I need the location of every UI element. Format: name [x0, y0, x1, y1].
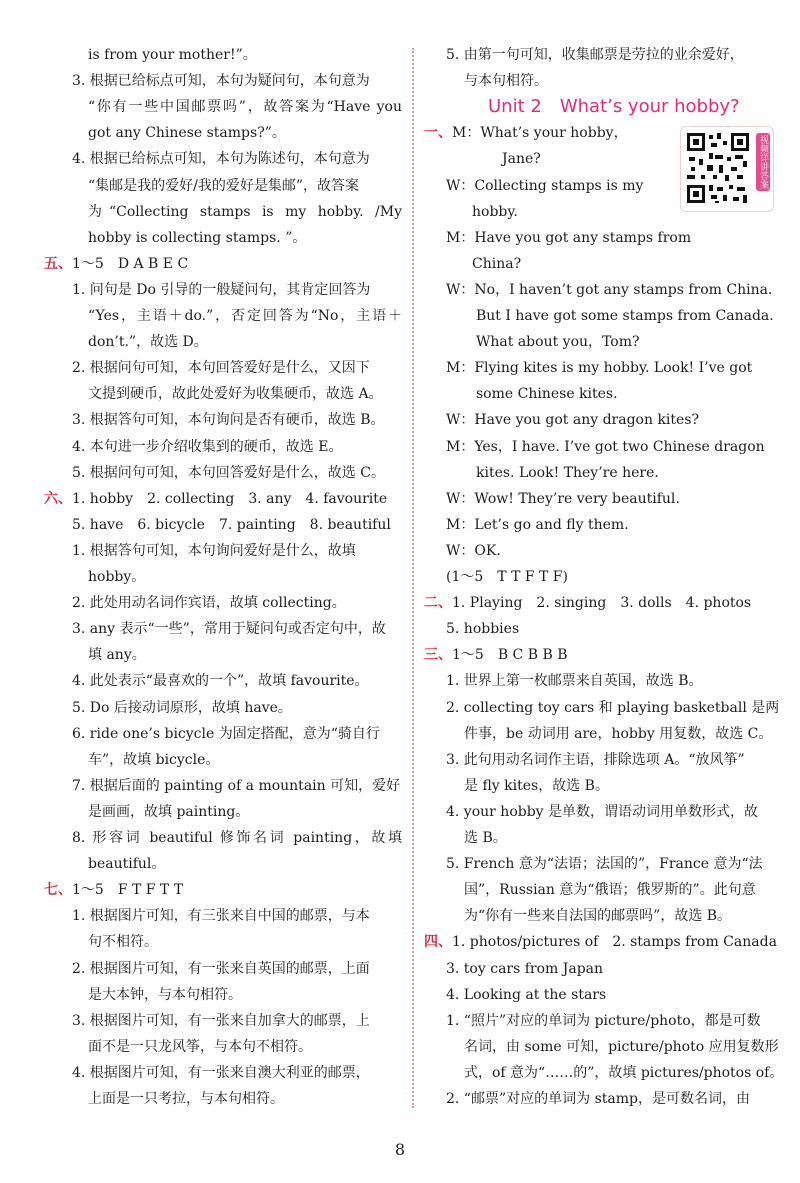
line-text: 4. Looking at the stars	[446, 986, 607, 1003]
text-line	[472, 251, 780, 277]
text-line	[446, 695, 780, 721]
line-text: 2. collecting toy cars 和 playing basketball 是两	[446, 699, 780, 716]
text-line	[446, 851, 780, 877]
text-line	[72, 1008, 402, 1034]
text-line	[464, 825, 780, 851]
line-text: don’t.”，故选 D。	[88, 334, 208, 351]
text-line	[446, 747, 780, 773]
line-text: (1～5 T T F T F)	[446, 569, 568, 585]
line-text: 4. 本句进一步介绍收集到的硬币，故选 E。	[72, 438, 343, 455]
text-line	[446, 434, 780, 460]
line-text: W：No，I haven’t got any stamps from China.	[446, 281, 773, 298]
text-line	[424, 929, 780, 955]
line-text: 4. 此处表示“最喜欢的一个”，故填 favourite。	[72, 673, 369, 690]
line-text: 3. any 表示“一些”，常用于疑问句或否定句中，故	[72, 621, 386, 638]
line-text: 名词，由 some 可知，picture/photo 应用复数形	[464, 1038, 779, 1055]
text-line	[72, 434, 402, 460]
text-line	[72, 668, 402, 694]
line-text: 3. toy cars from Japan	[446, 960, 604, 977]
text-line	[88, 564, 402, 590]
text-line	[72, 146, 402, 172]
section-number: 六、	[44, 490, 72, 507]
line-text: 1. 问句是 Do 引导的一般疑问句，其肯定回答为	[72, 281, 371, 298]
line-text: 5. have 6. bicycle 7. painting 8. beautiful	[72, 516, 391, 533]
text-line	[446, 355, 780, 381]
line-text: 2. 此处用动名词作宾语，故填 collecting。	[72, 595, 346, 612]
line-text: 3. 根据图片可知，有一张来自加拿大的邮票，上	[72, 1012, 370, 1029]
text-line	[72, 1060, 402, 1086]
text-line	[464, 68, 780, 94]
text-line	[88, 747, 402, 773]
line-text: M：Flying kites is my hobby. Look! I’ve got	[446, 360, 753, 377]
text-line	[446, 512, 780, 538]
line-text: 为“你有一些来自法国的邮票吗”，故选 B。	[464, 908, 732, 925]
text-line	[446, 799, 780, 825]
line-text: China?	[472, 255, 522, 272]
line-text: 1. hobby 2. collecting 3. any 4. favourite	[72, 490, 388, 507]
text-line	[72, 903, 402, 929]
text-line	[44, 877, 402, 903]
line-text: 文提到硬币，故此处爱好为收集硬币，故选 A。	[88, 386, 383, 403]
line-text: 2. “邮票”对应的单词为 stamp，是可数名词，由	[446, 1091, 750, 1107]
line-text: 5. 根据问句可知，本句回答爱好是什么，故选 C。	[72, 464, 385, 481]
text-line	[476, 303, 780, 329]
line-text: kites. Look! They’re here.	[476, 464, 659, 481]
line-text: 与本句相符。	[464, 73, 548, 90]
text-line	[464, 1060, 784, 1086]
text-line	[446, 616, 780, 642]
line-text: M：Yes，I have. I’ve got two Chinese dragon	[446, 438, 765, 455]
text-line	[446, 982, 780, 1008]
text-line	[72, 68, 402, 94]
text-line	[88, 851, 402, 877]
text-line	[72, 277, 402, 303]
text-line	[72, 355, 402, 381]
line-text: “你有一些中国邮票吗”，故答案为“Have you	[88, 99, 402, 116]
text-line	[72, 407, 402, 433]
line-text: 1. 根据图片可知，有三张来自中国的邮票，与本	[72, 908, 370, 925]
line-text: 4. 根据已给标点可知，本句为陈述句，本句意为	[72, 151, 370, 168]
line-text: 5. 由第一句可知，收集邮票是劳拉的业余爱好，	[446, 47, 744, 63]
line-text: 选 B。	[464, 830, 507, 846]
text-line	[88, 929, 402, 955]
text-line	[88, 94, 402, 120]
text-line	[488, 94, 780, 120]
text-line	[88, 173, 402, 199]
text-line	[88, 42, 402, 68]
text-line	[88, 381, 402, 407]
text-line	[446, 538, 780, 564]
text-line	[88, 799, 402, 825]
line-text: 7. 根据后面的 painting of a mountain 可知，爱好	[72, 777, 401, 794]
line-text: W：OK.	[446, 542, 501, 559]
text-line	[88, 982, 402, 1008]
line-text: hobby is collecting stamps. ”。	[88, 229, 307, 246]
text-line	[446, 1086, 780, 1112]
text-line	[446, 486, 780, 512]
line-text: W：Have you got any dragon kites?	[446, 412, 700, 429]
section-number: 一、	[424, 125, 452, 142]
line-text: 上面是一只考拉，与本句相符。	[88, 1091, 284, 1107]
line-text: 1. “照片”对应的单词为 picture/photo，都是可数	[446, 1012, 761, 1029]
line-text: But I have got some stamps from Canada.	[476, 308, 774, 324]
line-text: W：Wow! They’re very beautiful.	[446, 490, 680, 507]
text-line	[72, 825, 402, 851]
text-line	[464, 1034, 780, 1060]
line-text: W：Collecting stamps is my	[446, 177, 644, 194]
section-number: 三、	[424, 647, 452, 664]
line-text: 4. 根据图片可知，有一张来自澳大利亚的邮票，	[72, 1064, 370, 1081]
text-line	[72, 695, 402, 721]
text-line	[446, 407, 780, 433]
section-number: 四、	[424, 934, 452, 951]
line-text: 2. 根据问句可知，本句回答爱好是什么，又因下	[72, 360, 370, 377]
text-line	[88, 329, 402, 355]
line-text: 车”，故填 bicycle。	[88, 751, 220, 768]
line-text: “集邮是我的爱好/我的爱好是集邮”，故答案	[88, 177, 360, 194]
section-number: 五、	[44, 255, 72, 272]
line-text: 件事，be 动词用 are，hobby 用复数，故选 C。	[464, 725, 773, 742]
line-text: 1. Playing 2. singing 3. dolls 4. photos	[452, 595, 752, 612]
line-text: 8. 形容词 beautiful 修饰名词 painting，故填	[72, 830, 402, 846]
qr-label: 视频详讲答案	[758, 135, 768, 189]
text-line	[446, 42, 780, 68]
line-text: hobby.	[472, 203, 518, 220]
text-line	[88, 120, 402, 146]
text-line	[72, 616, 402, 642]
line-text: What about you，Tom?	[476, 334, 640, 351]
line-text: 填 any。	[88, 647, 146, 664]
column-divider	[412, 48, 414, 1108]
line-text: got any Chinese stamps?”。	[88, 125, 286, 142]
line-text: 5. Do 后接动词原形，故填 have。	[72, 699, 292, 716]
text-line	[446, 1008, 780, 1034]
section-number: 二、	[424, 595, 452, 612]
text-line	[446, 668, 780, 694]
text-line	[476, 381, 780, 407]
text-line	[44, 486, 402, 512]
text-line	[88, 642, 402, 668]
line-text: is from your mother!”。	[88, 47, 257, 63]
text-line	[72, 512, 402, 538]
line-text: “Yes，主语＋do.”，否定回答为“No，主语＋	[88, 308, 402, 324]
line-text: 国”，Russian 意为“俄语；俄罗斯的”。此句意	[464, 882, 756, 899]
unit-title: Unit 2 What’s your hobby?	[488, 96, 740, 118]
line-text: 是画画，故填 painting。	[88, 803, 250, 820]
line-text: 1～5 D A B E C	[72, 255, 189, 272]
text-line	[446, 956, 780, 982]
line-text: 5. French 意为“法语；法国的”，France 意为“法	[446, 856, 763, 873]
text-line	[72, 721, 402, 747]
text-line	[88, 1086, 402, 1112]
qr-code-badge[interactable]	[680, 126, 774, 212]
text-line	[464, 773, 780, 799]
text-line	[476, 460, 780, 486]
line-text: hobby。	[88, 569, 146, 585]
line-text: beautiful。	[88, 856, 166, 873]
section-number: 七、	[44, 882, 72, 899]
line-text: 3. 此句用动名词作主语，排除选项 A。“放风筝”	[446, 751, 745, 768]
text-line	[476, 329, 780, 355]
text-line	[88, 199, 402, 225]
text-line	[44, 251, 402, 277]
line-text: 是 fly kites，故选 B。	[464, 777, 609, 794]
text-line	[72, 773, 402, 799]
text-line	[72, 460, 402, 486]
line-text: M：Have you got any stamps from	[446, 229, 692, 246]
line-text: 3. 根据答句可知，本句询问是否有硬币，故选 B。	[72, 412, 385, 429]
line-text: some Chinese kites.	[476, 386, 618, 403]
text-line	[88, 1034, 402, 1060]
line-text: 1～5 F T F T T	[72, 882, 184, 899]
text-line	[424, 590, 780, 616]
line-text: 3. 根据已给标点可知，本句为疑问句，本句意为	[72, 73, 370, 90]
text-line	[446, 277, 780, 303]
page-number: 8	[394, 1140, 406, 1159]
text-line	[446, 564, 780, 590]
line-text: 1～5 B C B B B	[452, 647, 568, 664]
text-line	[464, 903, 780, 929]
line-text: 1. photos/pictures of 2. stamps from Canada	[452, 934, 777, 951]
text-line	[446, 225, 780, 251]
line-text: M：What’s your hobby，	[452, 125, 628, 142]
text-line	[72, 538, 402, 564]
line-text: 是大本钟，与本句相符。	[88, 986, 242, 1003]
line-text: 4. your hobby 是单数，谓语动词用单数形式，故	[446, 803, 759, 820]
text-line	[88, 303, 402, 329]
qr-code-icon	[685, 131, 751, 205]
text-line	[72, 956, 402, 982]
line-text: 式，of 意为“……的”，故填 pictures/photos of。	[464, 1064, 784, 1081]
line-text: 为“Collecting stamps is my hobby. /My	[88, 203, 402, 220]
text-line	[424, 642, 780, 668]
line-text: 6. ride one’s bicycle 为固定搭配，意为“骑自行	[72, 725, 380, 742]
text-line	[72, 590, 402, 616]
text-line	[464, 877, 780, 903]
line-text: M：Let’s go and fly them.	[446, 516, 629, 533]
text-line	[464, 721, 780, 747]
line-text: 1. 世界上第一枚邮票来自英国，故选 B。	[446, 673, 703, 690]
line-text: 1. 根据答句可知，本句询问爱好是什么，故填	[72, 542, 356, 559]
text-line	[88, 225, 402, 251]
line-text: Jane?	[502, 151, 541, 168]
line-text: 面不是一只龙风筝，与本句不相符。	[88, 1038, 312, 1055]
line-text: 5. hobbies	[446, 621, 520, 638]
line-text: 2. 根据图片可知，有一张来自英国的邮票，上面	[72, 960, 370, 977]
line-text: 句不相符。	[88, 934, 158, 951]
